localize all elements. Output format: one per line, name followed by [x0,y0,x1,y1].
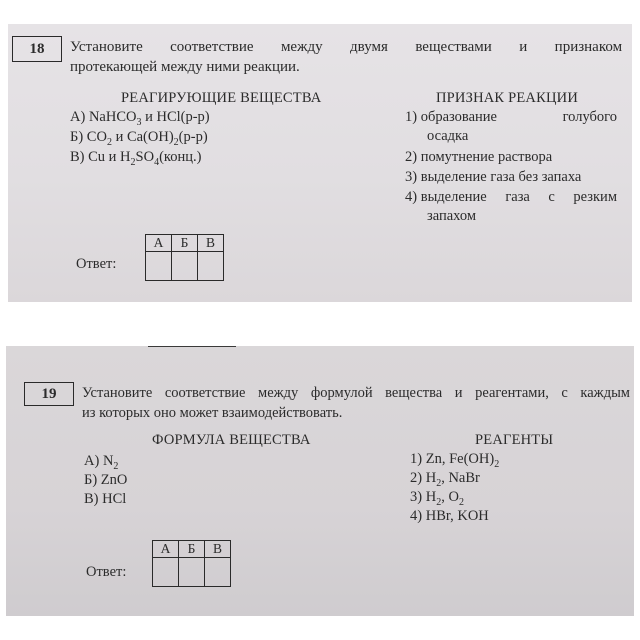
task-18-sign-3 [405,168,581,187]
answer-col-b-header: Б [172,235,198,252]
formula-subscript: 2 [458,496,464,508]
formula-part: NaHCO [88,109,137,125]
formula-part: Zn, Fe(OH) [425,451,495,467]
task-18-sign-2 [405,148,552,167]
formula-part: (р-р) [178,129,208,145]
formula-part: , NaBr [441,470,480,486]
intro-word: соответствие [170,39,254,55]
formula-part: Cu и H [88,149,131,165]
option-letter: А) [84,453,100,469]
task-18-sign-1 [405,108,617,146]
task-18-intro-line2: протекающей между ними реакции. [70,59,300,75]
formula-part: H [425,489,437,505]
option-number: 4) [405,189,418,205]
answer-header-row [153,541,231,558]
option-number: 2) [405,149,418,165]
formula-part: и Ca(OH) [111,129,174,145]
task-19-number-text: 19 [41,385,57,402]
answer-col-b-header: Б [179,541,205,558]
answer-col-c-header: В [205,541,231,558]
formula-part: (конц.) [159,149,202,165]
task-18-answer-table [145,234,224,281]
formula-part: CO [86,129,107,145]
answer-col-c-header: В [198,235,224,252]
formula-subscript: 2 [173,136,179,148]
formula-subscript: 2 [113,460,119,472]
formula-subscript: 2 [106,136,112,148]
formula-subscript: 2 [130,156,136,168]
task-19-reagent-4 [410,507,489,526]
answer-cell-b[interactable] [172,252,198,281]
option-number: 3) [405,169,418,185]
answer-header-row [146,235,224,252]
task-19-formula-c [84,490,126,509]
task-19-number [24,382,74,406]
task-19-answer-label: Ответ: [86,564,127,580]
answer-cell-c[interactable] [205,558,231,587]
answer-col-a-header: А [153,541,179,558]
sign-word: выделение [420,189,487,205]
sign-word: газа [505,189,530,205]
task-19-intro [82,383,630,423]
option-letter: А) [70,109,86,125]
formula-part: HCl [102,491,127,507]
task-18-card [8,24,632,302]
sign-continuation: осадка [427,128,469,144]
task-18-number [12,36,62,62]
sign-text: выделение газа без запаха [420,169,582,185]
sign-continuation: запахом [427,208,477,224]
formula-part: N [102,453,114,469]
sign-word: голубого [562,109,617,125]
intro-word: Установите [70,39,143,55]
formula-subscript: 2 [436,496,442,508]
intro-word: между [280,39,323,55]
task-18-intro-line1 [70,37,622,57]
intro-word: двумя [350,39,388,55]
formula-part: HBr, KOH [425,508,489,524]
formula-part: и HCl(р-р) [141,109,210,125]
answer-cell-c[interactable] [198,252,224,281]
task-18-intro [70,37,622,77]
option-number: 1) [405,109,418,125]
formula-part: H [425,470,437,486]
answer-input-row [146,252,224,281]
formula-part: ZnO [100,472,128,488]
answer-cell-b[interactable] [179,558,205,587]
task-18-answer-label: Ответ: [76,256,117,272]
task-19-intro-line1: Установите соответствие между формулой вещества и реагентами, с каждым [82,385,630,401]
answer-col-a-header: А [146,235,172,252]
formula-subscript: 2 [494,458,500,470]
option-letter: Б) [70,129,84,145]
task-19-formula-b [84,471,127,490]
intro-word: признаком [554,39,623,55]
formula-part: , O [441,489,459,505]
option-number: 3) [410,489,423,505]
formula-subscript: 2 [436,477,442,489]
task-19-intro-line2: из которых оно может взаимодействовать. [82,405,343,421]
intro-word: и [519,39,528,55]
option-letter: Б) [84,472,98,488]
sign-word: резким [573,189,617,205]
task-18-reactant-c [70,148,201,172]
task-19-right-header: РЕАГЕНТЫ [475,432,554,448]
task-18-number-text: 18 [29,40,45,57]
answer-cell-a[interactable] [146,252,172,281]
option-letter: В) [84,491,99,507]
intro-word: веществами [415,39,492,55]
answer-input-row [153,558,231,587]
task-18-right-header: ПРИЗНАК РЕАКЦИИ [436,90,578,106]
option-letter: В) [70,149,85,165]
task-19-card [6,346,634,616]
option-number: 2) [410,470,423,486]
top-edge-mark [148,346,236,347]
answer-cell-a[interactable] [153,558,179,587]
option-number: 4) [410,508,423,524]
task-18-left-header: РЕАГИРУЮЩИЕ ВЕЩЕСТВА [121,90,322,106]
option-number: 1) [410,451,423,467]
formula-subscript: 4 [154,156,160,168]
task-18-sign-4 [405,188,617,226]
task-19-left-header: ФОРМУЛА ВЕЩЕСТВА [152,432,311,448]
sign-word: с [548,189,555,205]
sign-text: помутнение раствора [420,149,553,165]
formula-subscript: 3 [136,116,142,128]
task-19-answer-table [152,540,231,587]
formula-part: SO [135,149,155,165]
sign-word: образование [420,109,497,125]
